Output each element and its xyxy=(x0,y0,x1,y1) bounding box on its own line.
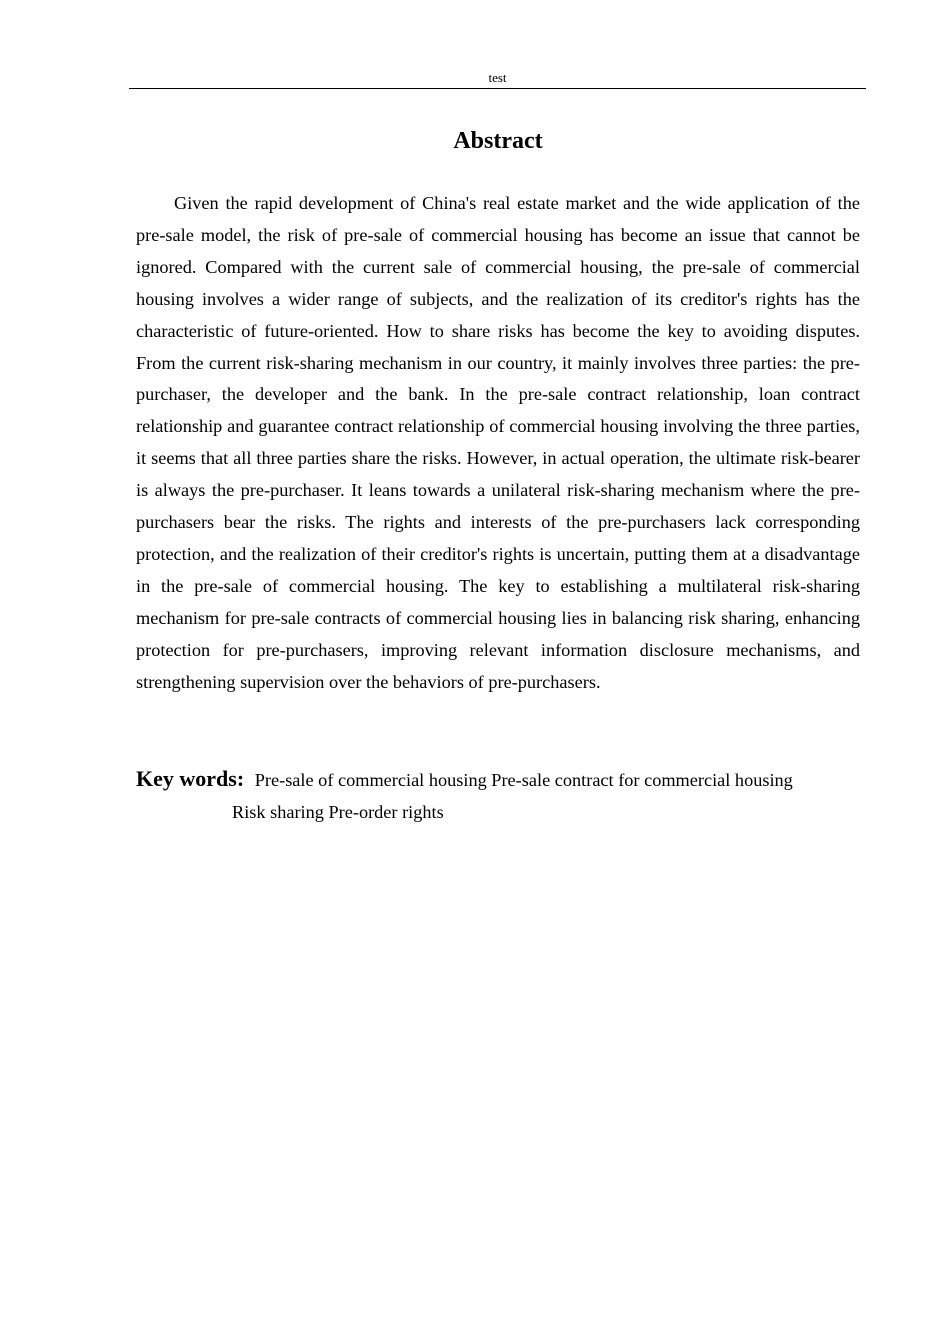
keywords-text-1: Pre-sale of commercial housing Pre-sale contract for commercial housing xyxy=(254,770,793,790)
keywords-section xyxy=(136,763,860,829)
abstract-body: Given the rapid development of China's real estate market and the wide application of the pre-sale model, the risk of pre-sale of commercial housing has become an issue that cannot be ignored. Compared with the current sale of commercial housing, the pre-sale of commercial housing involves a wider range of subjects, and the realization of its creditor's rights has the characteristic of future-oriented. How to share risks has become the key to avoiding disputes. From the current risk-sharing mechanism in our country, it mainly involves three parties: the pre-purchaser, the developer and the bank. In the pre-sale contract relationship, loan contract relationship and guarantee contract relationship of commercial housing involving the three parties, it seems that all three parties share the risks. However, in actual operation, the ultimate risk-bearer is always the pre-purchaser. It leans towards a unilateral risk-sharing mechanism where the pre-purchasers bear the risks. The rights and interests of the pre-purchasers lack corresponding protection, and the realization of their creditor's rights is uncertain, putting them at a disadvantage in the pre-sale of commercial housing. The key to establishing a multilateral risk-sharing mechanism for pre-sale contracts of commercial housing lies in balancing risk sharing, enhancing protection for pre-purchasers, improving relevant information disclosure mechanisms, and strengthening supervision over the behaviors of pre-purchasers. xyxy=(136,193,860,692)
page-title: Abstract xyxy=(453,128,543,154)
keywords-line-2: Risk sharing Pre-order rights xyxy=(232,801,444,822)
page-header xyxy=(129,68,866,89)
header-text: test xyxy=(488,70,507,85)
keywords-line-1 xyxy=(136,763,860,797)
keywords-label: Key words: xyxy=(136,766,245,791)
